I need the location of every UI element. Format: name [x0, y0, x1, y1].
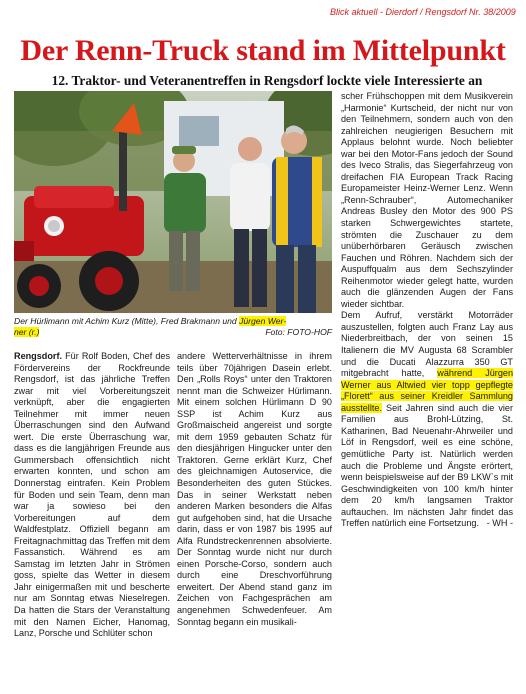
article-photo: [14, 91, 332, 313]
column-3-paragraph-1: scher Frühschoppen mit dem Musikverein „Harmonie“ Kurtscheid, der nicht nur von den Teilnehmern, sondern auch von den zahlreichen neugierigen Besuchern mit Applaus belohnt wurde. Noch beliebter war bei den Motor-Fans jedoch der Sound des Iveco Stralis, das Siegerfahrzeug von dreifachen FIA European Track Racing Europameister Heinz-Werner Lenz. Wenn „Renn-Schrauber“, Automechaniker Andreas Busley den Motor des 900 PS starken Schwergewichtes startete, strömten die Zuschauer zu dem unüberhörbaren Geräusch zwischen Fauchen und Röhren. Nachdem sich der Auspuffqualm aus dem Sechszylinder Reihenmotor wieder gelegt hatte, wurden auch die glänzenden Augen der Fans wieder sichtbar.: [341, 91, 513, 309]
dateline: Rengsdorf.: [14, 351, 62, 361]
caption-text: Der Hürlimann mit Achim Kurz (Mitte), Fred Brakmann und: [14, 316, 240, 326]
photo-credit: Foto: FOTO-HOF: [265, 327, 332, 337]
article-column-3: [341, 91, 513, 530]
column-2-text: andere Wetterverhältnisse in ihrem teils über 70jährigen Dasein erlebt. Den „Rolls Roys“ unter den Traktoren nennt man die Schweizer Hürlimann. Mit einem solchen Hürlimann D 90 SSP ist Achim Kurz aus Großmaischeid angereist und sorgte mit dem 1959 gebauten Schatz für den diesjährigen Hingucker unter den Traktoren. Gerne erklärt Kurz, Chef des gleichnamigen Autoservice, die Besonderheiten des guten Stückes. Das in seiner Werkstatt neben anderen Marken besonders die Alfas gut aufgehoben sind, hat die Ursache darin, dass er von 1987 bis 1995 auf Alfa Rundstreckenrennen absolvierte. Der Sonntag wurde nicht nur durch einen Porsche-Corso, sondern auch durch eine Dreschvorführung erweitert. Der Abend stand ganz im Zeichen von Fachgesprächen am angenehmen Schwedenfeuer. Am Sonntag begann ein musikali-: [177, 351, 332, 627]
column-3-text-after: Seit Jahren sind auch die vier Familien aus Brohl-Lützing, St. Katharinen, Bad Neuenahr-Ahrweiler und Löf in Rengsdorf, weil es eine schöne, gemütliche Party ist. Natürlich werden auch die Probleme und Ängste erörtert, wenn beispielsweise auf der B9 LKW`s mit Geschwindigkeiten von 100 km/h hinter dem 20 km/h langsamen Traktor auftauchen. Im nächsten Jahr findet das Treffen natürlich eine Fortsetzung.: [341, 402, 513, 529]
photo-caption: [14, 316, 332, 338]
author-signature: - WH -: [486, 518, 513, 529]
highlighted-passage: während Jürgen Werner aus Altwied vier topp gepflegte „Florett“ aus seiner Kreidler Sammlung ausstellte.: [341, 368, 513, 413]
publication-line: Blick aktuell - Dierdorf / Rengsdorf Nr. 38/2009: [330, 7, 516, 17]
caption-highlight: Jürgen Wer-: [239, 316, 287, 326]
tractor-photo-illustration: [14, 91, 332, 313]
column-3-text-before: Dem Aufruf, verstärkt Motorräder auszustellen, folgten auch Franz Lay aus Niederbreitbach, der von seinen 15 Italienern die MV Augusta 68 Scrambler und die Ducati Alazzurra 350 GT mitgebracht hatte,: [341, 310, 513, 379]
article-column-2: [177, 351, 332, 628]
article-headline: Der Renn-Truck stand im Mittelpunkt: [20, 34, 506, 67]
article-subheadline: 12. Traktor- und Veteranentreffen in Rengsdorf lockte viele Interessierte an: [51, 73, 483, 88]
article-column-1: [14, 351, 170, 640]
caption-highlight-continued: ner (r.): [14, 327, 40, 337]
column-1-text: Für Rolf Boden, Chef des Fördervereins der Rockfreunde Rengsdorf, ist das jährliche Treffen zwar mit viel Vorbereitungszeit verknüpft, aber die engagierten Teilnehmer mit immer neuen Überraschungen sind den Aufwand wert. Die erste Überraschung war, dass es die langjährigen Freunde aus Gummersbach offensichtlich nicht erwarten konnten, und schon am Donnerstag eintrafen. Kein Problem für Boden und sein Team, denn man war ja sowieso bei den Vorbereitungen auf dem Waldfestplatz. Offiziell begann am Freitagnachmittag das Treffen mit dem Fassanstich. Während es am Samstag im letzten Jahr in Strömen goss, spielte das Wetter in diesem Jahr einigermaßen mit und bescherte nur am Sonntag etwas Nieselregen. Da hatten die Stars der Veranstaltung mit den Namen Eicher, Hanomag, Lanz, Porsche und Schlüter schon: [14, 351, 170, 639]
column-3-paragraph-2: [341, 310, 513, 529]
